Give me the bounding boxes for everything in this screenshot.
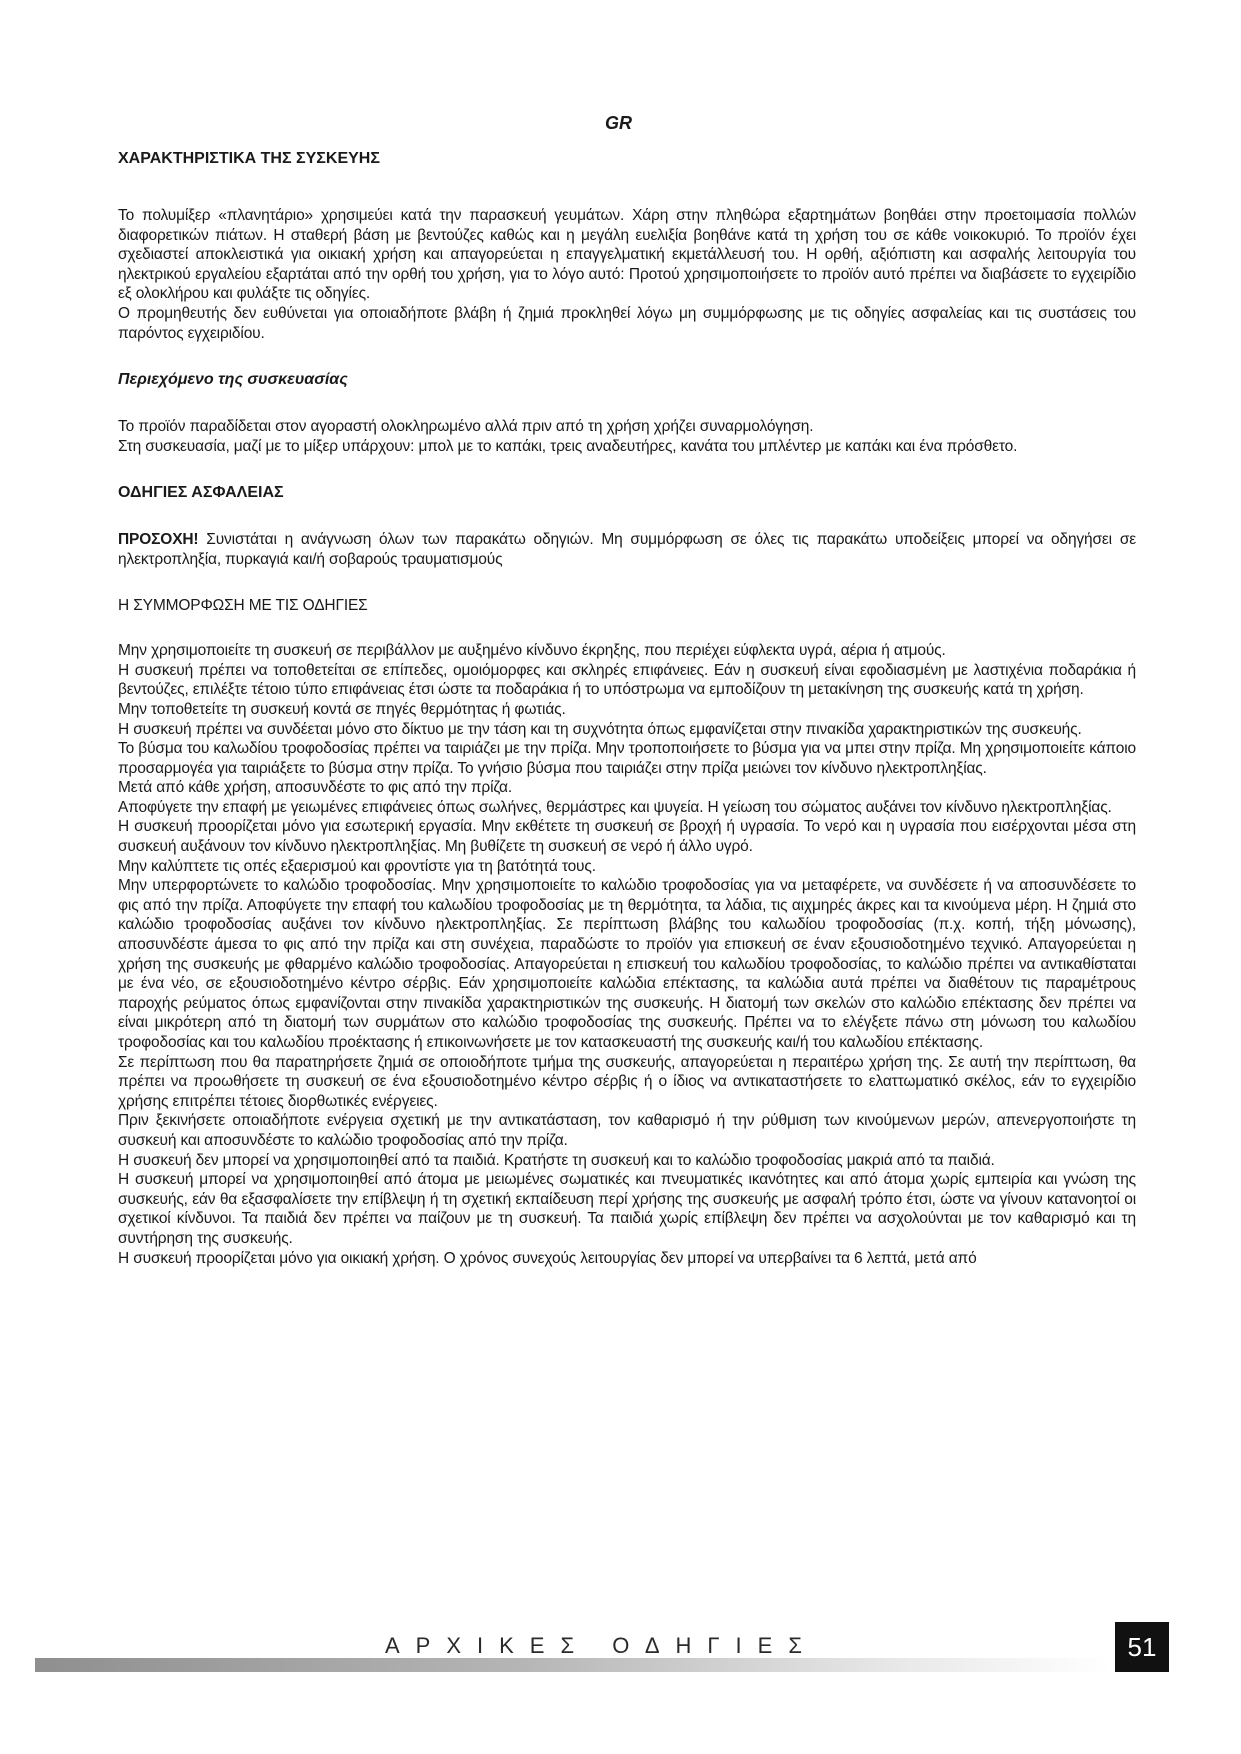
- section-title-safety: ΟΔΗΓΙΕΣ ΑΣΦΑΛΕΙΑΣ: [118, 484, 284, 502]
- warning-paragraph: [118, 530, 1136, 569]
- rule-item: Μην χρησιμοποιείτε τη συσκευή σε περιβάλλον με αυξημένο κίνδυνο έκρηξης, που περιέχει εύφλεκτα υγρά, αέρια ή ατμούς.: [118, 642, 946, 660]
- footer-title: ΑΡΧΙΚΕΣ ΟΔΗΓΙΕΣ: [385, 1633, 818, 1658]
- paragraph: Το προϊόν παραδίδεται στον αγοραστή ολοκληρωμένο αλλά πριν από τη χρήση χρήζει συναρμολόγηση.: [118, 418, 814, 436]
- subsection-title: Η ΣΥΜΜΟΡΦΩΣΗ ΜΕ ΤΙΣ ΟΔΗΓΙΕΣ: [118, 596, 368, 614]
- document-body: [118, 148, 1136, 1268]
- paragraph: Στη συσκευασία, μαζί με το μίξερ υπάρχουν: μπολ με το καπάκι, τρεις αναδευτήρες, κανάτα του μπλέντερ με καπάκι και ένα πρόσθετο.: [118, 437, 1018, 455]
- language-label: GR: [605, 113, 632, 133]
- rule-item: Μην τοποθετείτε τη συσκευή κοντά σε πηγές θερμότητας ή φωτιάς.: [118, 700, 566, 718]
- rule-item: Η συσκευή προορίζεται μόνο για οικιακή χρήση. Ο χρόνος συνεχούς λειτουργίας δεν μπορεί να υπερβαίνει τα 6 λεπτά, μετά από: [118, 1249, 977, 1267]
- section-title-features: ΧΑΡΑΚΤΗΡΙΣΤΙΚΑ ΤΗΣ ΣΥΣΚΕΥΗΣ: [118, 150, 380, 167]
- section-title-package: Περιεχόμενο της συσκευασίας: [118, 371, 348, 389]
- warning-label: ΠΡΟΣΟΧΗ!: [118, 531, 199, 549]
- rule-item: Μην καλύπτετε τις οπές εξαερισμού και φροντίστε για τη βατότητά τους.: [118, 857, 596, 875]
- rule-item: Σε περίπτωση που θα παρατηρήσετε ζημιά σε οποιοδήποτε τμήμα της συσκευής, απαγορεύεται η περαιτέρω χρήση της. Σε αυτή την περίπτωση, θα πρέπει να προωθήσετε τη συσκευή σε ένα εξουσιοδοτημένο κέντρο σέρβις ή ο ίδιος να αντικαταστήσετε το ελαττωματικό σκέλος, εάν το εγχειρίδιο χρήσης επιτρέπει τέτοιες διορθωτικές ενέργειες.: [118, 1053, 1136, 1110]
- rule-item: Αποφύγετε την επαφή με γειωμένες επιφάνειες όπως σωλήνες, θερμάστρες και ψυγεία. Η γείωση του σώματος αυξάνει τον κίνδυνο ηλεκτροπληξίας.: [118, 798, 1112, 816]
- rule-item: Πριν ξεκινήσετε οποιαδήποτε ενέργεια σχετική με την αντικατάσταση, τον καθαρισμό ή την ρύθμιση των κινούμενων μερών, απενεργοποιήστε τη συσκευή και αποσυνδέστε το καλώδιο τροφοδοσίας από την πρίζα.: [118, 1112, 1136, 1149]
- rule-item: Η συσκευή μπορεί να χρησιμοποιηθεί από άτομα με μειωμένες σωματικές και πνευματικές ικανότητες και από άτομα χωρίς εμπειρία και γνώση της συσκευής, εάν θα εξασφαλίσετε την επίβλεψη ή τη σχετική εκπαίδευση περί χρήσης της συσκευής με ασφαλή τρόπο έτσι, ώστε να γίνουν κατανοητοί οι σχετικοί κίνδυνοι. Τα παιδιά δεν πρέπει να παίζουν με τη συσκευή. Τα παιδιά χωρίς επίβλεψη δεν πρέπει να ασχολούνται με τον καθαρισμό και τη συντήρηση της συσκευής.: [118, 1171, 1136, 1247]
- rule-item: Το βύσμα του καλωδίου τροφοδοσίας πρέπει να ταιριάζει με την πρίζα. Μην τροποποιήσετε το βύσμα για να μπει στην πρίζα. Μη χρησιμοποιείτε κάποιο προσαρμογέα για ταιριάξετε το βύσμα στην πρίζα. Το γνήσιο βύσμα που ταιριάζει στην πρίζα μειώνει τον κίνδυνο ηλεκτροπληξίας.: [118, 740, 1136, 777]
- page-number: 51: [1115, 1622, 1169, 1672]
- footer-gradient-bar: [35, 1658, 1110, 1672]
- rule-item: Η συσκευή δεν μπορεί να χρησιμοποιηθεί από τα παιδιά. Κρατήστε τη συσκευή και το καλώδιο τροφοδοσίας μακριά από τα παιδιά.: [118, 1151, 995, 1169]
- rule-item: Μην υπερφορτώνετε το καλώδιο τροφοδοσίας. Μην χρησιμοποιείτε το καλώδιο τροφοδοσίας για να μεταφέρετε, να συνδέσετε ή να αποσυνδέσετε το φις από την πρίζα. Αποφύγετε την επαφή του καλωδίου τροφοδοσίας με τη θερμότητα, τα λάδια, τις αιχμηρές άκρες και τα κινούμενα μέρη. Η ζημιά στο καλώδιο τροφοδοσίας αυξάνει τον κίνδυνο ηλεκτροπληξίας. Σε περίπτωση βλάβης του καλωδίου τροφοδοσίας (π.χ. κοπή, τήξη μόνωσης), αποσυνδέστε άμεσα το φις από την πρίζα και στη συνέχεια, παραδώστε το προϊόν για επισκευή σε έναν εξουσιοδοτημένο τεχνικό. Απαγορεύεται η χρήση της συσκευής με φθαρμένο καλώδιο τροφοδοσίας. Απαγορεύεται η επισκευή του καλωδίου τροφοδοσίας, το καλώδιο πρέπει να αντικαθίσταται με ένα νέο, σε εξουσιοδοτημένο κέντρο σέρβις. Εάν χρησιμοποιείτε καλώδια επέκτασης, τα καλώδια αυτά πρέπει να διαθέτουν τις παραμέτρους παροχής ρεύματος όπως εμφανίζονται στην πινακίδα χαρακτηριστικών της συσκευής. Η διατομή των σκελών στο καλώδιο επέκτασης δεν πρέπει να είναι μικρότερη από τη διατομή των συρμάτων στο καλώδιο τροφοδοσίας της συσκευής. Πρέπει να το ελέγξετε πάνω στη μόνωση του καλωδίου τροφοδοσίας και του καλωδίου προέκτασης ή επικοινωνήσετε με τον κατασκευαστή της συσκευής και/ή του καλωδίου επέκτασης.: [118, 877, 1136, 1051]
- warning-text: Συνιστάται η ανάγνωση όλων των παρακάτω οδηγιών. Μη συμμόρφωση σε όλες τις παρακάτω υποδείξεις μπορεί να οδηγήσει σε ηλεκτροπληξία, πυρκαγιά και/ή σοβαρούς τραυματισμούς: [118, 531, 1136, 568]
- rule-item: Η συσκευή προορίζεται μόνο για εσωτερική εργασία. Μην εκθέτετε τη συσκευή σε βροχή ή υγρασία. Το νερό και η υγρασία που εισέρχονται μέσα στη συσκευή αυξάνουν τον κίνδυνο ηλεκτροπληξίας. Μη βυθίζετε τη συσκευή σε νερό ή άλλο υγρό.: [118, 818, 1136, 856]
- rule-item: Μετά από κάθε χρήση, αποσυνδέστε το φις από την πρίζα.: [118, 779, 512, 797]
- rule-item: Η συσκευή πρέπει να τοποθετείται σε επίπεδες, ομοιόμορφες και σκληρές επιφάνειες. Εάν η συσκευή είναι εφοδιασμένη με λαστιχένια ποδαράκια ή βεντούζες, επιλέξτε τέτοιο τύπο επιφάνειας έτσι ώστε τα ποδαράκια ή το υπόστρωμα να εμποδίζουν τη μετακίνηση της συσκευής κατά τη χρήση.: [118, 661, 1136, 699]
- rule-item: Η συσκευή πρέπει να συνδέεται μόνο στο δίκτυο με την τάση και τη συχνότητα όπως εμφανίζεται στην πινακίδα χαρακτηριστικών της συσκευής.: [118, 720, 1082, 738]
- paragraph: Το πολυμίξερ «πλανητάριο» χρησιμεύει κατά την παρασκευή γευμάτων. Χάρη στην πληθώρα εξαρτημάτων βοηθάει στην προετοιμασία πολλών διαφορετικών πιάτων. Η σταθερή βάση με βεντούζες καθώς και η μεγάλη ευελιξία βοηθάνε κατά τη χρήση του σε κάθε νοικοκυριό. Το προϊόν έχει σχεδιαστεί αποκλειστικά για οικιακή χρήση και απαγορεύεται η επαγγελματική εκμετάλλευσή του. Η ορθή, αξιόπιστη και ασφαλής λειτουργία του ηλεκτρικού εργαλείου εξαρτάται από την ορθή του χρήση, για το λόγο αυτό: Προτού χρησιμοποιήσετε το προϊόν αυτό πρέπει να διαβάσετε το εγχειρίδιο εξ ολοκλήρου και φυλάξτε τις οδηγίες.: [118, 207, 1136, 303]
- paragraph: Ο προμηθευτής δεν ευθύνεται για οποιαδήποτε βλάβη ή ζημιά προκληθεί λόγω μη συμμόρφωσης με τις οδηγίες ασφαλείας και τις συστάσεις του παρόντος εγχειριδίου.: [118, 304, 1136, 342]
